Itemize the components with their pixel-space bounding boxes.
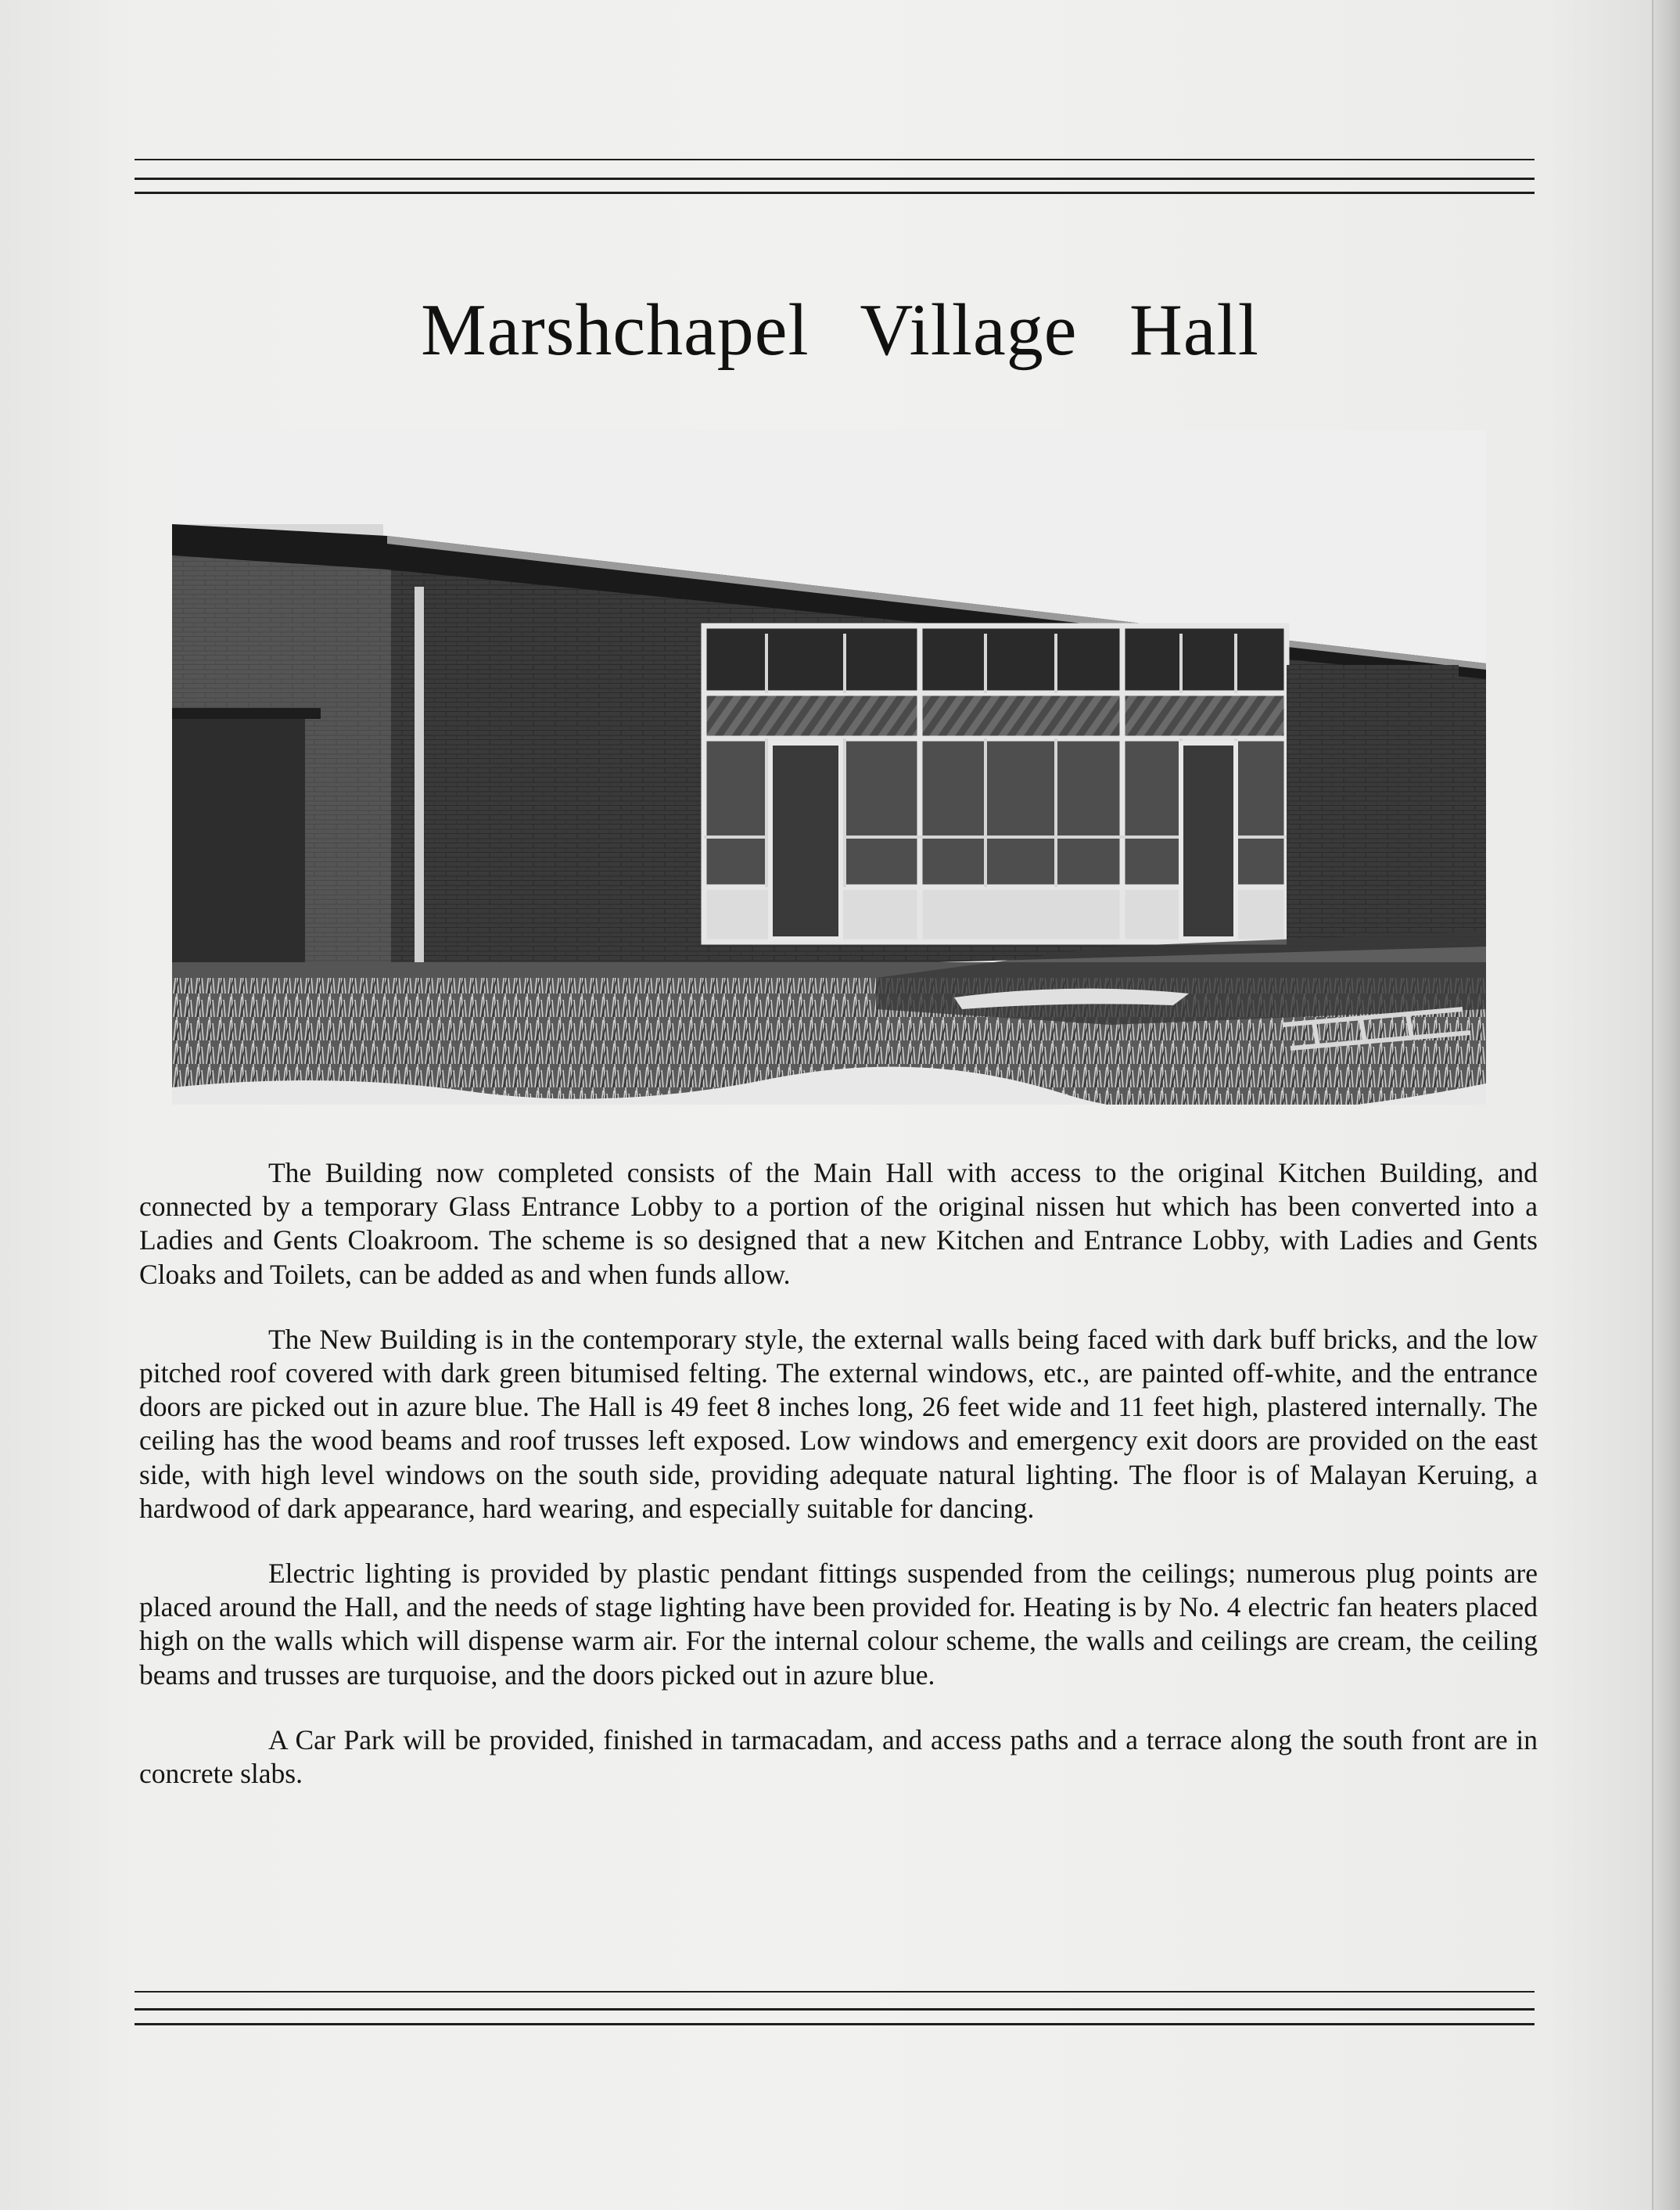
page-title: Marshchapel Village Hall xyxy=(421,289,1259,371)
paragraph-car-park: A Car Park will be provided, finished in tarmacadam, and access paths and a terrace along the south front are in concrete slabs. xyxy=(139,1723,1538,1790)
paragraph-electric-lighting: Electric lighting is provided by plastic pendant fittings suspended from the ceilings; numerous plug points are placed around the Hall, and the needs of stage lighting have been provided for. Heating is by No. 4 electric fan heaters placed high on the walls which will dispense warm air. For the internal colour scheme, the walls and ceilings are cream, the ceiling beams and trusses are turquoise, and the doors picked out in azure blue. xyxy=(139,1558,1538,1691)
body-text xyxy=(139,1156,1538,1822)
photo-village-hall-icon xyxy=(172,430,1486,1105)
bottom-double-rule xyxy=(135,1991,1535,2035)
paragraph-building-overview: The Building now completed consists of the Main Hall with access to the original Kitchen Building, and connected by a temporary Glass Entrance Lobby to a portion of the original nissen hut which has been converted into a Ladies and Gents Cloakroom. The scheme is so designed that a new Kitchen and Entrance Lobby, with Ladies and Gents Cloaks and Toilets, can be added as and when funds allow. xyxy=(139,1157,1538,1290)
village-hall-photograph xyxy=(172,430,1486,1105)
paragraph-new-building: The New Building is in the contemporary style, the external walls being faced with dark buff bricks, and the low pitched roof covered with dark green bitumised felting. The external windows, etc., are painted off-white, and the entrance doors are picked out in azure blue. The Hall is 49 feet 8 inches long, 26 feet wide and 11 feet high, plastered internally. The ceiling has the wood beams and roof trusses left exposed. Low windows and emergency exit doors are provided on the east side, with high level windows on the south side, providing adequate natural lighting. The floor is of Malayan Keruing, a hardwood of dark appearance, hard wearing, and especially suitable for dancing. xyxy=(139,1323,1538,1524)
top-double-rule xyxy=(135,159,1535,203)
